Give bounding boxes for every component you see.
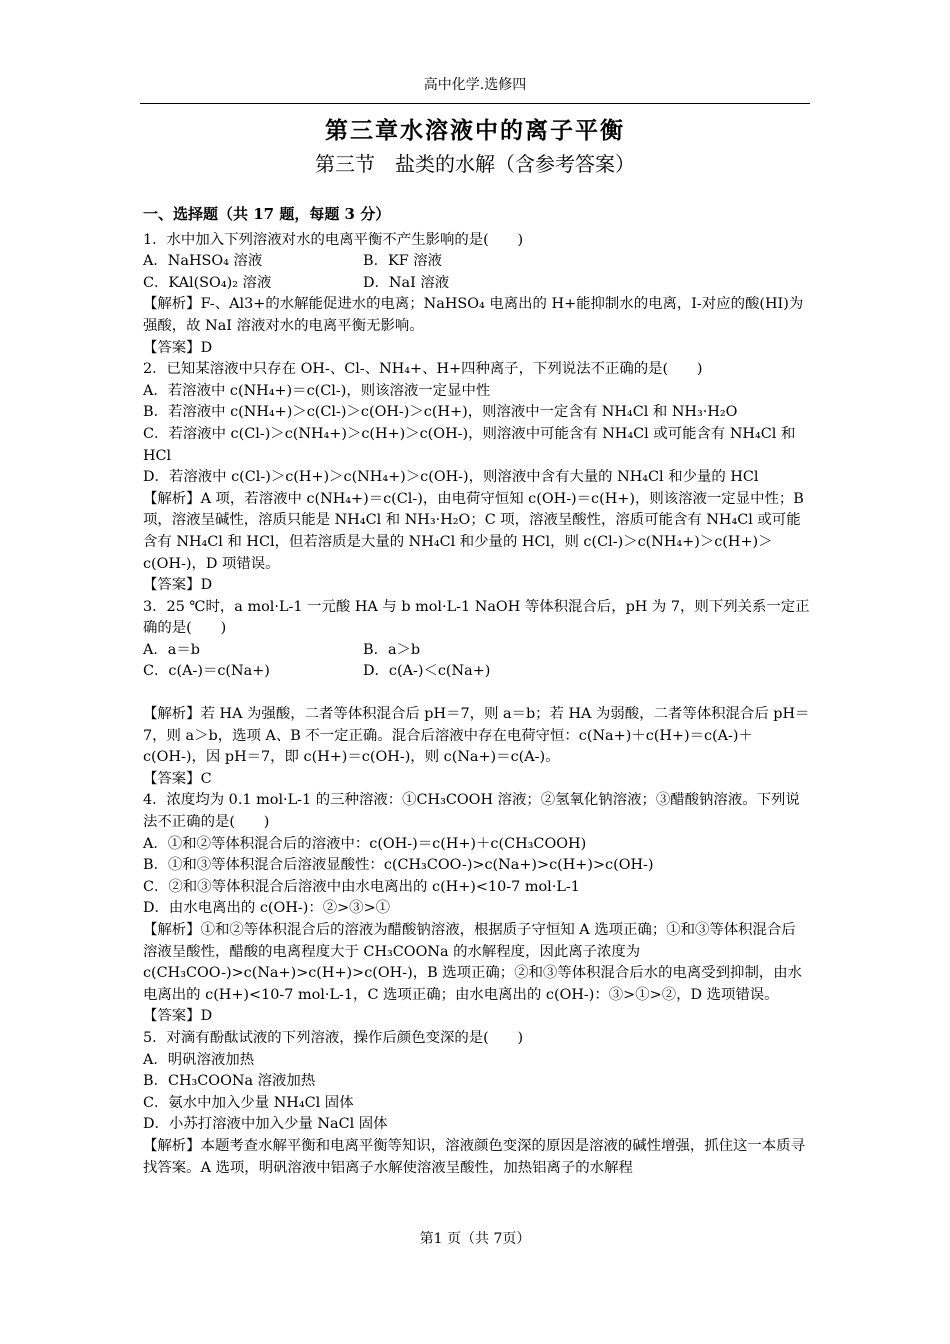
- question-2-option-d: D．若溶液中 c(Cl-)＞c(H+)＞c(NH₄+)＞c(OH-)，则溶液中含有大量的 NH₄Cl 和少量的 HCl: [143, 469, 759, 486]
- question-2-option-b: B．若溶液中 c(NH₄+)＞c(Cl-)＞c(OH-)＞c(H+)，则溶液中一定含有 NH₄Cl 和 NH₃·H₂O: [143, 404, 738, 421]
- question-1-answer: 【答案】D: [143, 339, 213, 356]
- question-3-analysis: 【解析】若 HA 为强酸，二者等体积混合后 pH＝7，则 a＝b；若 HA 为弱酸，二者等体积混合后 pH＝7，则 a＞b，选项 A、B 不一定正确。混合后溶液中存在电荷守恒：c(Na+)＋c(H+)＝c(A-)＋c(OH-)，因 pH＝7，即 c(H+)＝c(OH-)，则 c(Na+)＝c(A-)。: [143, 706, 810, 766]
- question-4-option-d: D．由水电离出的 c(OH-)：②>③>①: [143, 900, 391, 917]
- question-2-analysis: 【解析】A 项，若溶液中 c(NH₄+)＝c(Cl-)，由电荷守恒知 c(OH-)＝c(H+)，则该溶液一定显中性；B 项，溶液呈碱性，溶质只能是 NH₄Cl 和 NH₃·H₂O；C 项，溶液呈酸性，溶质可能含有 NH₄Cl 或可能含有 NH₄Cl 和 HCl，但若溶质是大量的 NH₄Cl 和少量的 HCl，则 c(Cl-)＞c(NH₄+)＞c(H+)＞c(OH-)，D 项错误。: [143, 490, 804, 572]
- question-4-stem: 4．浓度均为 0.1 mol·L-1 的三种溶液：①CH₃COOH 溶液；②氢氧化钠溶液；③醋酸钠溶液。下列说法不正确的是( ): [143, 792, 800, 831]
- question-3-answer: 【答案】C: [143, 770, 212, 787]
- question-4-answer: 【答案】D: [143, 1008, 213, 1025]
- question-3-options-row-2: [143, 661, 810, 683]
- question-1-stem: 1．水中加入下列溶液对水的电离平衡不产生影响的是( ): [143, 231, 524, 248]
- question-5-stem: 5．对滴有酚酞试液的下列溶液，操作后颜色变深的是( ): [143, 1029, 524, 1046]
- question-1-option-a: A．NaHSO₄ 溶液: [143, 253, 263, 270]
- question-3-option-c: C．c(A-)＝c(Na+): [143, 663, 270, 680]
- question-3-option-d: D．c(A-)＜c(Na+): [363, 663, 491, 680]
- document-body: [143, 204, 810, 1179]
- question-1-option-d: D．NaI 溶液: [363, 274, 450, 291]
- question-1-options-row-2: [143, 273, 810, 295]
- question-4-analysis: 【解析】①和②等体积混合后的溶液为醋酸钠溶液，根据质子守恒知 A 选项正确；①和③等体积混合后溶液呈酸性，醋酸的电离程度大于 CH₃COONa 的水解程度，因此离子浓度为 c(CH₃COO-)>c(Na+)>c(H+)>c(OH-)，B 选项正确；②和③等体积混合后水的电离受到抑制，由水电离出的 c(H+)<10-7 mol·L-1，C 选项正确；由水电离出的 c(OH-)：③>①>②，D 选项错误。: [143, 922, 803, 1003]
- question-2-option-a: A．若溶液中 c(NH₄+)＝c(Cl-)，则该溶液一定显中性: [143, 382, 491, 399]
- question-4-option-b: B．①和③等体积混合后溶液显酸性：c(CH₃COO-)>c(Na+)>c(H+)>c(OH-): [143, 857, 654, 874]
- header-rule: [140, 103, 810, 104]
- question-5-option-b: B．CH₃COONa 溶液加热: [143, 1073, 316, 1090]
- question-5-option-d: D．小苏打溶液中加入少量 NaCl 固体: [143, 1116, 388, 1133]
- blank-line: [143, 683, 810, 704]
- question-5-analysis: 【解析】本题考查水解平衡和电离平衡等知识，溶液颜色变深的原因是溶液的碱性增强，抓住这一本质寻找答案。A 选项，明矾溶液中铝离子水解使溶液呈酸性，加热铝离子的水解程: [143, 1137, 805, 1176]
- question-5-option-a: A．明矾溶液加热: [143, 1051, 255, 1068]
- question-2-stem: 2．已知某溶液中只存在 OH-、Cl-、NH₄+、H+四种离子，下列说法不正确的是( ): [143, 361, 703, 378]
- page-footer: 第1 页（共 7页）: [419, 1231, 531, 1247]
- question-1-option-c: C．KAl(SO₄)₂ 溶液: [143, 274, 272, 291]
- question-1-options-row-1: [143, 251, 810, 273]
- section-title: 第三节 盐类的水解（含参考答案）: [315, 152, 635, 176]
- question-5-option-c: C．氨水中加入少量 NH₄Cl 固体: [143, 1094, 354, 1111]
- question-3-option-a: A．a＝b: [143, 641, 200, 658]
- part-heading: 一、选择题（共 17 题，每题 3 分）: [143, 205, 391, 223]
- question-4-option-a: A．①和②等体积混合后的溶液中：c(OH-)＝c(H+)＋c(CH₃COOH): [143, 835, 587, 852]
- question-1-analysis: 【解析】F-、Al3+的水解能促进水的电离；NaHSO₄ 电离出的 H+能抑制水的电离，I-对应的酸(HI)为强酸，故 NaI 溶液对水的电离平衡无影响。: [143, 296, 804, 334]
- question-3-options-row-1: [143, 640, 810, 662]
- running-header: 高中化学.选修四: [423, 77, 527, 93]
- question-2-option-c: C．若溶液中 c(Cl-)＞c(NH₄+)＞c(H+)＞c(OH-)，则溶液中可能含有 NH₄Cl 或可能含有 NH₄Cl 和 HCl: [143, 425, 796, 464]
- chapter-title: 第三章水溶液中的离子平衡: [325, 117, 625, 144]
- question-2-answer: 【答案】D: [143, 577, 213, 594]
- question-3-option-b: B．a＞b: [363, 641, 421, 658]
- question-3-stem: 3．25 ℃时，a mol·L-1 一元酸 HA 与 b mol·L-1 NaOH 等体积混合后，pH 为 7，则下列关系一定正确的是( ): [143, 598, 810, 637]
- question-4-option-c: C．②和③等体积混合后溶液中由水电离出的 c(H+)<10-7 mol·L-1: [143, 878, 580, 895]
- question-1-option-b: B．KF 溶液: [363, 253, 443, 270]
